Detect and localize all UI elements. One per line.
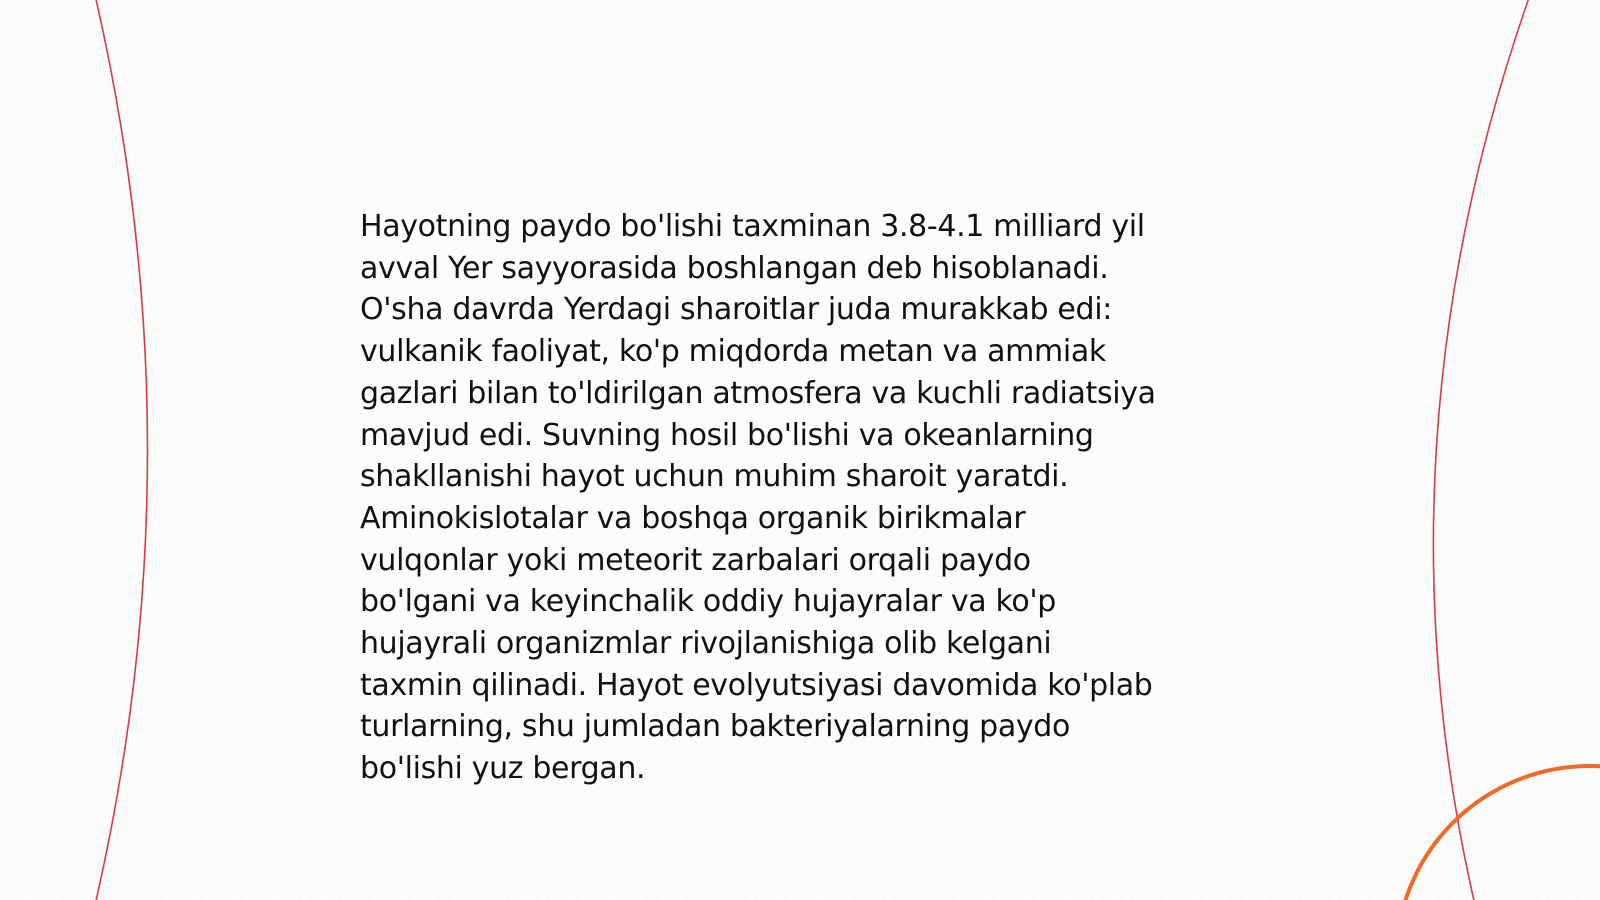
body-paragraph: Hayotning paydo bo'lishi taxminan 3.8-4.1 milliard yil avval Yer sayyorasida boshlangan deb hisoblanadi. O'sha davrda Yerdagi sharoitlar juda murakkab edi: vulkanik faoliyat, ko'p miqdorda metan va ammiak gazlari bilan to'ldirilgan atmosfera va kuchli radiatsiya mavjud edi. Suvning hosil bo'lishi va okeanlarning shakllanishi hayot uchun muhim sharoit yaratdi. Aminokislotalar va boshqa organik birikmalar vulqonlar yoki meteorit zarbalari orqali paydo bo'lgani va keyinchalik oddiy hujayralar va ko'p hujayrali organizmlar rivojlanishiga olib kelgani taxmin qilinadi. Hayot evolyutsiyasi davomida ko'plab turlarning, shu jumladan bakteriyalarning paydo bo'lishi yuz bergan. <box>360 209 1156 787</box>
left-curve-line <box>95 0 148 900</box>
right-curve-line <box>1433 0 1530 900</box>
orange-arc <box>1396 766 1600 900</box>
